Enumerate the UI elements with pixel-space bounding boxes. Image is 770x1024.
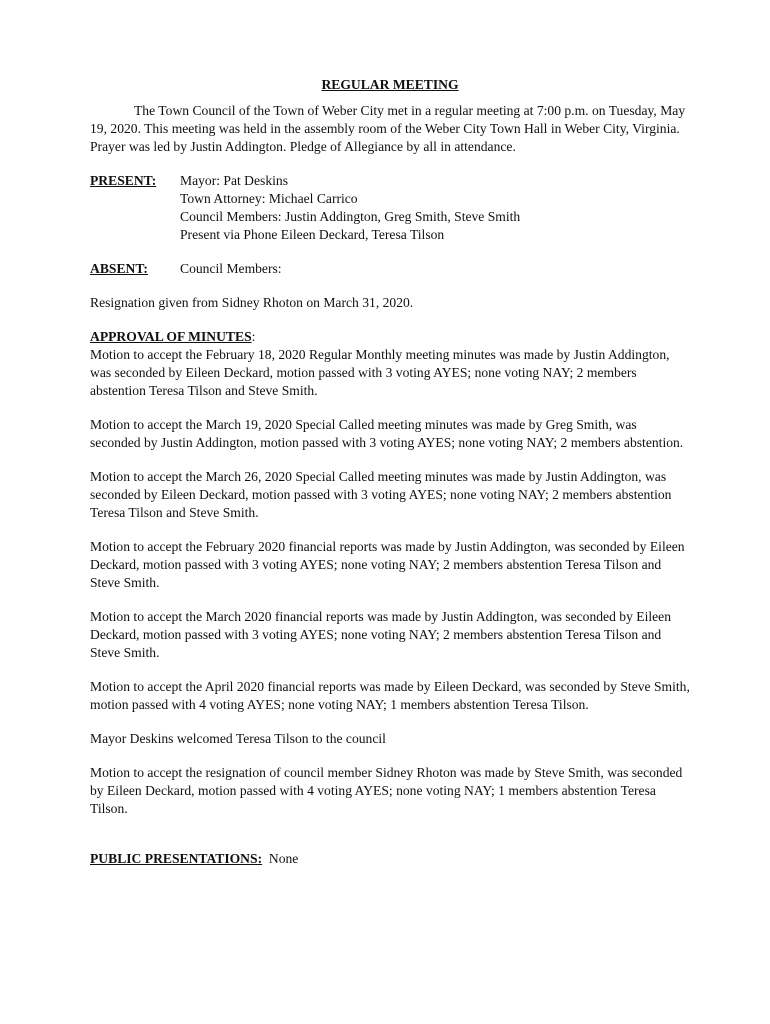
- absent-label: ABSENT:: [90, 261, 148, 276]
- approval-heading-line: [90, 328, 690, 346]
- present-line: Present via Phone Eileen Deckard, Teresa Tilson: [180, 227, 445, 242]
- welcome-paragraph: Mayor Deskins welcomed Teresa Tilson to the council: [90, 731, 386, 746]
- motion-paragraph: Motion to accept the February 2020 financial reports was made by Justin Addington, was seconded by Eileen Deckard, motion passed with 3 voting AYES; none voting NAY; 2 members abstention Teresa Tilson and Steve Smith.: [90, 539, 685, 590]
- approval-heading: APPROVAL OF MINUTES: [90, 329, 252, 344]
- public-presentations-text: None: [268, 851, 299, 866]
- present-line: Town Attorney: Michael Carrico: [180, 191, 358, 206]
- present-line: Council Members: Justin Addington, Greg Smith, Steve Smith: [180, 209, 521, 224]
- intro-paragraph: The Town Council of the Town of Weber City met in a regular meeting at 7:00 p.m. on Tuesday, May 19, 2020. This meeting was held in the assembly room of the Weber City Town Hall in Weber City, Virginia. Prayer was led by Justin Addington. Pledge of Allegiance by all in attendance.: [90, 103, 686, 154]
- present-section: [90, 172, 690, 244]
- absent-text: Council Members:: [180, 261, 282, 276]
- motion-paragraph: Motion to accept the March 2020 financial reports was made by Justin Addington, was seconded by Eileen Deckard, motion passed with 3 voting AYES; none voting NAY; 2 members abstention Teresa Tilson and Steve Smith.: [90, 609, 671, 660]
- resignation-note: Resignation given from Sidney Rhoton on March 31, 2020.: [90, 295, 414, 310]
- page-title: REGULAR MEETING: [321, 77, 459, 92]
- motion-paragraph: Motion to accept the February 18, 2020 Regular Monthly meeting minutes was made by Justin Addington, was seconded by Eileen Deckard, motion passed with 3 voting AYES; none voting NAY; 2 members abstention Teresa Tilson and Steve Smith.: [90, 347, 670, 398]
- public-presentations-line: [90, 850, 690, 868]
- approval-colon: :: [251, 329, 256, 344]
- public-presentations-heading: PUBLIC PRESENTATIONS:: [90, 851, 263, 866]
- present-line: Mayor: Pat Deskins: [180, 173, 288, 188]
- motion-paragraph: Motion to accept the March 19, 2020 Special Called meeting minutes was made by Greg Smith, was seconded by Justin Addington, motion passed with 3 voting AYES; none voting NAY; 2 members abstention.: [90, 417, 684, 450]
- motion-paragraph: Motion to accept the April 2020 financial reports was made by Eileen Deckard, was seconded by Steve Smith, motion passed with 4 voting AYES; none voting NAY; 1 members abstention Teresa Tilson.: [90, 679, 690, 712]
- resignation-motion-paragraph: Motion to accept the resignation of council member Sidney Rhoton was made by Steve Smith, was seconded by Eileen Deckard, motion passed with 4 voting AYES; none voting NAY; 1 members abstention Teresa Tilson.: [90, 765, 683, 816]
- document-page: [90, 76, 690, 868]
- absent-section: [90, 260, 690, 278]
- present-label: PRESENT:: [90, 173, 157, 188]
- motion-paragraph: Motion to accept the March 26, 2020 Special Called meeting minutes was made by Justin Addington, was seconded by Eileen Deckard, motion passed with 3 voting AYES; none voting NAY; 2 members abstention Teresa Tilson and Steve Smith.: [90, 469, 672, 520]
